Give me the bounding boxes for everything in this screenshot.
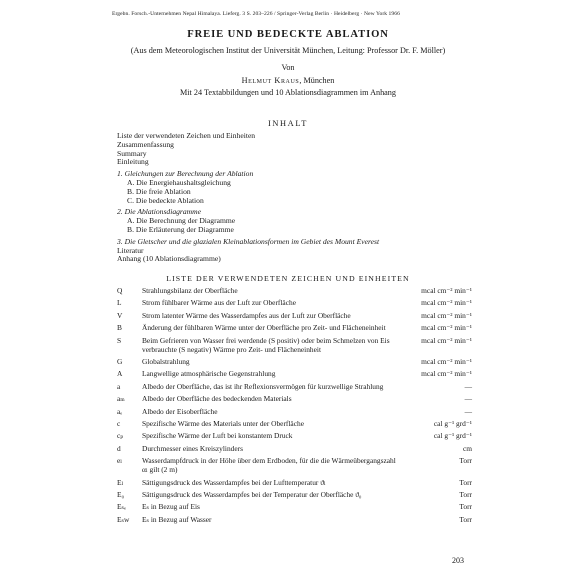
symbol-row [117, 370, 472, 379]
symbol-description: Sättigungsdruck des Wasserdampfes bei der Lufttemperatur ϑₗ [142, 477, 326, 487]
toc-entry: Liste der verwendeten Zeichen und Einheiten [117, 131, 256, 140]
toc-entry: 1. Gleichungen zur Berechnung der Ablation [117, 169, 254, 179]
symbol-unit: mcal cm⁻² min⁻¹ [421, 369, 472, 379]
symbol-unit: — [464, 381, 472, 391]
symbol: E₀ [117, 489, 125, 499]
symbol: L [117, 298, 122, 308]
toc-entry: B. Die Erläuterung der Diagramme [127, 224, 234, 234]
symbol-row [117, 324, 472, 333]
symbol-unit: Torr [459, 489, 472, 499]
toc-entry: Literatur [117, 245, 144, 255]
symbol-row [117, 395, 472, 404]
toc-entry: C. Die bedeckte Ablation [127, 195, 204, 205]
symbol-unit: Torr [459, 502, 472, 512]
symbol: V [117, 310, 123, 320]
symbol-unit: mcal cm⁻² min⁻¹ [421, 286, 472, 295]
symbol: eₗ [117, 456, 123, 466]
table-of-contents [117, 132, 477, 264]
symbol-unit: cal g⁻¹ grd⁻¹ [433, 418, 472, 428]
symbol-description: Strahlungsbilanz der Oberfläche [142, 286, 238, 295]
symbol-description: Wasserdampfdruck in der Höhe über dem Erdboden, für die die Wärmeübergangszahl αₗ gilt (2 m) [142, 456, 396, 475]
symbol-unit: mcal cm⁻² min⁻¹ [421, 298, 472, 308]
symbols-heading: LISTE DER VERWENDETEN ZEICHEN UND EINHEITEN [166, 274, 410, 283]
toc-heading: INHALT [268, 119, 308, 128]
symbol-unit: mcal cm⁻² min⁻¹ [421, 335, 472, 345]
symbol: a [117, 381, 121, 391]
symbol-unit: — [464, 406, 472, 416]
symbol-row [117, 516, 472, 525]
symbol-description: Durchmesser eines Kreiszylinders [142, 443, 243, 453]
symbol-row [117, 312, 472, 321]
symbol-row [117, 432, 472, 441]
symbol-description: Eₛ in Bezug auf Wasser [142, 514, 212, 524]
toc-entry: 3. Die Gletscher und die glazialen Kleinablationsformen im Gebiet des Mount Everest [117, 236, 380, 246]
article-subtitle: (Aus dem Meteorologischen Institut der Universität München, Leitung: Professor Dr. F. Möller) [130, 46, 446, 55]
symbol-description: Sättigungsdruck des Wasserdampfes bei der Temperatur der Oberfläche ϑ₀ [142, 489, 362, 499]
symbol-description: Beim Gefrieren von Wasser frei werdende (S positiv) oder beim Schmelzen von Eis verbrauchte (S negativ) Wärme pro Zeit- und Flächeneinheit [142, 335, 390, 354]
symbol-description: Spezifische Wärme des Materials unter der Oberfläche [142, 418, 304, 428]
symbol-unit: cm [462, 443, 472, 453]
toc-entry: Summary [117, 148, 147, 158]
symbol: B [117, 323, 122, 333]
toc-entry: Anhang (10 Ablationsdiagramme) [117, 254, 221, 264]
symbol: Q [117, 286, 123, 295]
author-name: Helmut Kraus [241, 76, 300, 85]
symbol: aₘ [117, 394, 125, 404]
symbol: Eₛw [117, 514, 130, 524]
author-city: , München [299, 76, 335, 85]
symbol-description: Strom latenter Wärme des Wasserdampfes aus der Luft zur Oberfläche [142, 310, 351, 320]
symbol: aₑ [117, 406, 123, 416]
toc-entry: Einleitung [117, 157, 149, 167]
symbol-row [117, 479, 472, 488]
symbol: c [117, 418, 121, 428]
symbol-row [117, 457, 472, 475]
symbol-row [117, 358, 472, 367]
symbol-unit: — [464, 394, 472, 404]
toc-entry: B. Die freie Ablation [127, 186, 191, 196]
symbol-description: Änderung der fühlbaren Wärme unter der Oberfläche pro Zeit- und Flächeneinheit [142, 323, 386, 333]
figures-note: Mit 24 Textabbildungen und 10 Ablationsdiagrammen im Anhang [180, 88, 396, 97]
symbol: S [117, 335, 122, 345]
symbol-description: Globalstrahlung [142, 356, 190, 366]
symbol-description: Eₛ in Bezug auf Eis [142, 502, 200, 512]
symbol-row [117, 287, 472, 296]
symbol-row [117, 445, 472, 454]
toc-entry: A. Die Berechnung der Diagramme [127, 216, 236, 226]
symbol-unit: Torr [459, 477, 472, 487]
symbol: G [117, 356, 123, 366]
symbol: Eₗ [117, 477, 124, 487]
symbol-unit: cal g⁻¹ grd⁻¹ [433, 431, 472, 441]
symbol-unit: Torr [459, 514, 472, 524]
symbol-row [117, 408, 472, 417]
symbol-description: Langwellige atmosphärische Gegenstrahlung [142, 369, 276, 379]
symbol-row [117, 383, 472, 392]
symbol-description: Albedo der Oberfläche des bedeckenden Materials [142, 394, 292, 404]
symbol: A [117, 369, 123, 379]
symbols-list [117, 287, 472, 528]
symbol-row [117, 503, 472, 512]
article-title: FREIE UND BEDECKTE ABLATION [187, 29, 389, 40]
symbol-unit: mcal cm⁻² min⁻¹ [421, 323, 472, 333]
symbol-description: Albedo der Oberfläche, das ist ihr Reflexionsvermögen für kurzwellige Strahlung [142, 381, 384, 391]
symbol-unit: Torr [459, 456, 472, 466]
symbol-row [117, 299, 472, 308]
symbol-unit: mcal cm⁻² min⁻¹ [421, 356, 472, 366]
symbol: cₚ [117, 431, 124, 441]
symbol-description: Strom fühlbarer Wärme aus der Luft zur Oberfläche [142, 298, 296, 308]
symbol: Eₛₑ [117, 502, 126, 512]
toc-entry: A. Die Energiehaushaltsgleichung [127, 177, 231, 187]
symbol-row [117, 420, 472, 429]
author-line [0, 76, 576, 85]
toc-entry: Zusammenfassung [117, 139, 174, 149]
symbol-row [117, 491, 472, 500]
symbol-description: Albedo der Eisoberfläche [142, 406, 218, 416]
page-number: 203 [452, 556, 464, 565]
running-header: Ergebn. Forsch.-Unternehmen Nepal Himalaya. Lieferg. 3 S. 203–226 / Springer-Verlag Berlin · Heidelberg · New York 1966 [112, 11, 400, 17]
toc-entry: 2. Die Ablationsdiagramme [117, 207, 202, 217]
symbol-row [117, 337, 472, 355]
byline-von: Von [281, 63, 295, 72]
symbol-unit: mcal cm⁻² min⁻¹ [421, 310, 472, 320]
symbol-description: Spezifische Wärme der Luft bei konstantem Druck [142, 431, 293, 441]
symbol: d [117, 443, 121, 453]
